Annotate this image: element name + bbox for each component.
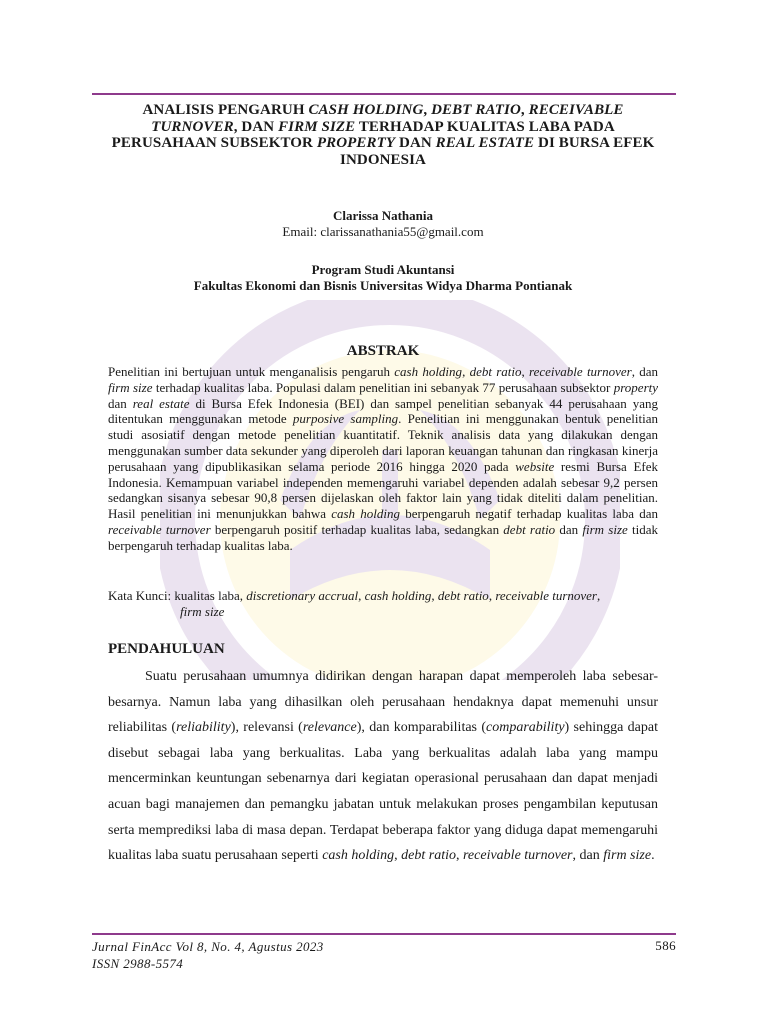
keyword-separator: ,: [431, 588, 438, 603]
paper-title: [108, 102, 658, 168]
affiliation-faculty: Fakultas Ekonomi dan Bisnis Universitas Widya Dharma Pontianak: [193, 278, 573, 293]
title-text: TERHADAP KUALITAS LABA PADA PERUSAHAAN SUBSEKTOR: [111, 118, 615, 151]
abstract-body: [108, 364, 658, 554]
abstract-term: property: [613, 379, 659, 395]
body-text: , dan: [572, 848, 604, 864]
title-text: , DAN: [233, 118, 279, 135]
title-text: ANALISIS PENGARUH: [142, 102, 309, 118]
abstract-term: website: [515, 458, 555, 474]
abstract-text: . Penelitian ini menggunakan bentuk penelitian studi asosiatif dengan metode penelitian kuantitatif. Teknik analisis data yang dilakukan dengan menggunakan sumber data sekunder yang diperoleh dari laporan keuangan tahunan dan ringkasan kinerja perusahaan yang dipublikasikan selama periode 2016 hingga 2020 pada: [108, 411, 658, 474]
keyword-separator: ,: [596, 588, 601, 603]
title-text: ,: [423, 102, 432, 118]
abstract-text: dan: [555, 521, 583, 537]
body-term: reliability: [176, 720, 231, 736]
author-name: Clarissa Nathania: [332, 208, 434, 223]
abstract-text: resmi Bursa Efek Indonesia. Kemampuan variabel independen memengaruhi variabel dependen adalah sebesar 9,2 persen sedangkan sisanya sebesar 90,8 persen dijelaskan oleh faktor lain yang tidak diteliti dalam penelitian. Hasil penelitian ini menunjukkan bahwa: [108, 458, 658, 522]
abstract-text: tidak berpengaruh terhadap kualitas laba.: [108, 521, 658, 553]
title-term: RECEIVABLE TURNOVER: [151, 102, 624, 135]
body-text: ,: [456, 848, 463, 864]
footer-journal-info: [92, 938, 324, 972]
abstract-text: , dan: [631, 364, 659, 379]
title-term: CASH HOLDING: [308, 102, 424, 118]
abstract-text: ,: [521, 364, 530, 379]
body-term: receivable turnover: [463, 848, 573, 864]
abstract-term: real estate: [132, 395, 190, 411]
keywords: [108, 588, 658, 619]
abstract-term: debt ratio: [469, 364, 522, 379]
body-text: ,: [394, 848, 402, 864]
header-rule: [92, 93, 676, 95]
abstract-heading: ABSTRAK: [346, 343, 420, 359]
title-text: DAN: [395, 135, 436, 151]
abstract-term: firm size: [582, 521, 628, 537]
body-term: comparability: [486, 720, 565, 736]
abstract-text: berpengaruh positif terhadap kualitas laba, sedangkan: [210, 521, 504, 537]
keyword: firm size: [180, 603, 225, 619]
abstract-text: dan: [108, 395, 133, 411]
abstract-term: purposive sampling: [292, 411, 399, 427]
keyword: discretionary accrual: [246, 588, 359, 603]
section-heading: PENDAHULUAN: [108, 641, 225, 657]
title-text: ,: [520, 102, 529, 118]
footer-rule: [92, 933, 676, 935]
body-text: ), relevansi (: [230, 720, 303, 736]
abstract-term: cash holding: [394, 364, 463, 379]
paragraph: [108, 664, 658, 869]
abstract-text: ,: [462, 364, 470, 379]
abstract-term: receivable turnover: [108, 521, 211, 537]
keyword: debt ratio: [437, 588, 489, 603]
title-term: REAL ESTATE: [435, 135, 535, 151]
body-text: .: [651, 848, 655, 864]
abstract-text: berpengaruh negatif terhadap kualitas laba dan: [400, 506, 658, 522]
body-term: cash holding: [322, 848, 395, 864]
author-email[interactable]: Email: clarissanathania55@gmail.com: [282, 224, 484, 239]
abstract-term: cash holding: [331, 506, 400, 522]
abstract-term: debt ratio: [503, 521, 556, 537]
journal-citation: Jurnal FinAcc Vol 8, No. 4, Agustus 2023: [92, 939, 324, 954]
page-number: 586: [655, 938, 676, 953]
affiliation-program: Program Studi Akuntansi: [311, 262, 455, 277]
keyword: cash holding: [364, 588, 432, 603]
issn: ISSN 2988-5574: [92, 956, 184, 971]
section-body: [108, 664, 658, 869]
abstract-text: Penelitian ini bertujuan untuk menganalisis pengaruh: [108, 364, 395, 379]
keyword: receivable turnover: [495, 588, 597, 603]
abstract-term: firm size: [108, 379, 153, 395]
abstract-text: di Bursa Efek Indonesia (BEI) dan sampel penelitian sebanyak 44 perusahaan yang ditentukan menggunakan metode: [108, 395, 659, 427]
title-text: DI BURSA EFEK INDONESIA: [340, 135, 655, 168]
abstract-text: terhadap kualitas laba. Populasi dalam penelitian ini sebanyak 77 perusahaan subsektor: [152, 379, 614, 395]
keywords-label: Kata Kunci: kualitas laba,: [108, 588, 247, 603]
abstract-term: receivable turnover: [529, 364, 632, 379]
title-term: FIRM SIZE: [278, 118, 356, 135]
body-term: debt ratio: [401, 848, 456, 864]
body-text: ) sehingga dapat disebut sebagai laba yang berkualitas. Laba yang berkualitas adalah laba yang mampu mencerminkan keuntungan sebenarnya dari kegiatan operasional perusahaan dan dapat menjadi acuan bagi manajemen dan pemangku jabatan untuk melakukan proses pengambilan keputusan serta memprediksi laba di masa depan. Terdapat beberapa faktor yang diduga dapat memengaruhi kualitas laba suatu perusahaan seperti: [108, 720, 658, 864]
body-term: firm size: [603, 848, 652, 864]
body-text: ), dan komparabilitas (: [356, 720, 486, 736]
body-term: relevance: [302, 720, 357, 736]
title-term: PROPERTY: [316, 135, 396, 151]
keyword-separator: ,: [488, 588, 496, 603]
keyword-separator: ,: [358, 588, 365, 603]
title-term: DEBT RATIO: [431, 102, 521, 118]
body-text: Suatu perusahaan umumnya didirikan dengan harapan dapat memperoleh laba sebesar-besarnya. Namun laba yang dihasilkan oleh perusahaan hendaknya dapat memenuhi unsur reliabilitas (: [108, 669, 658, 736]
